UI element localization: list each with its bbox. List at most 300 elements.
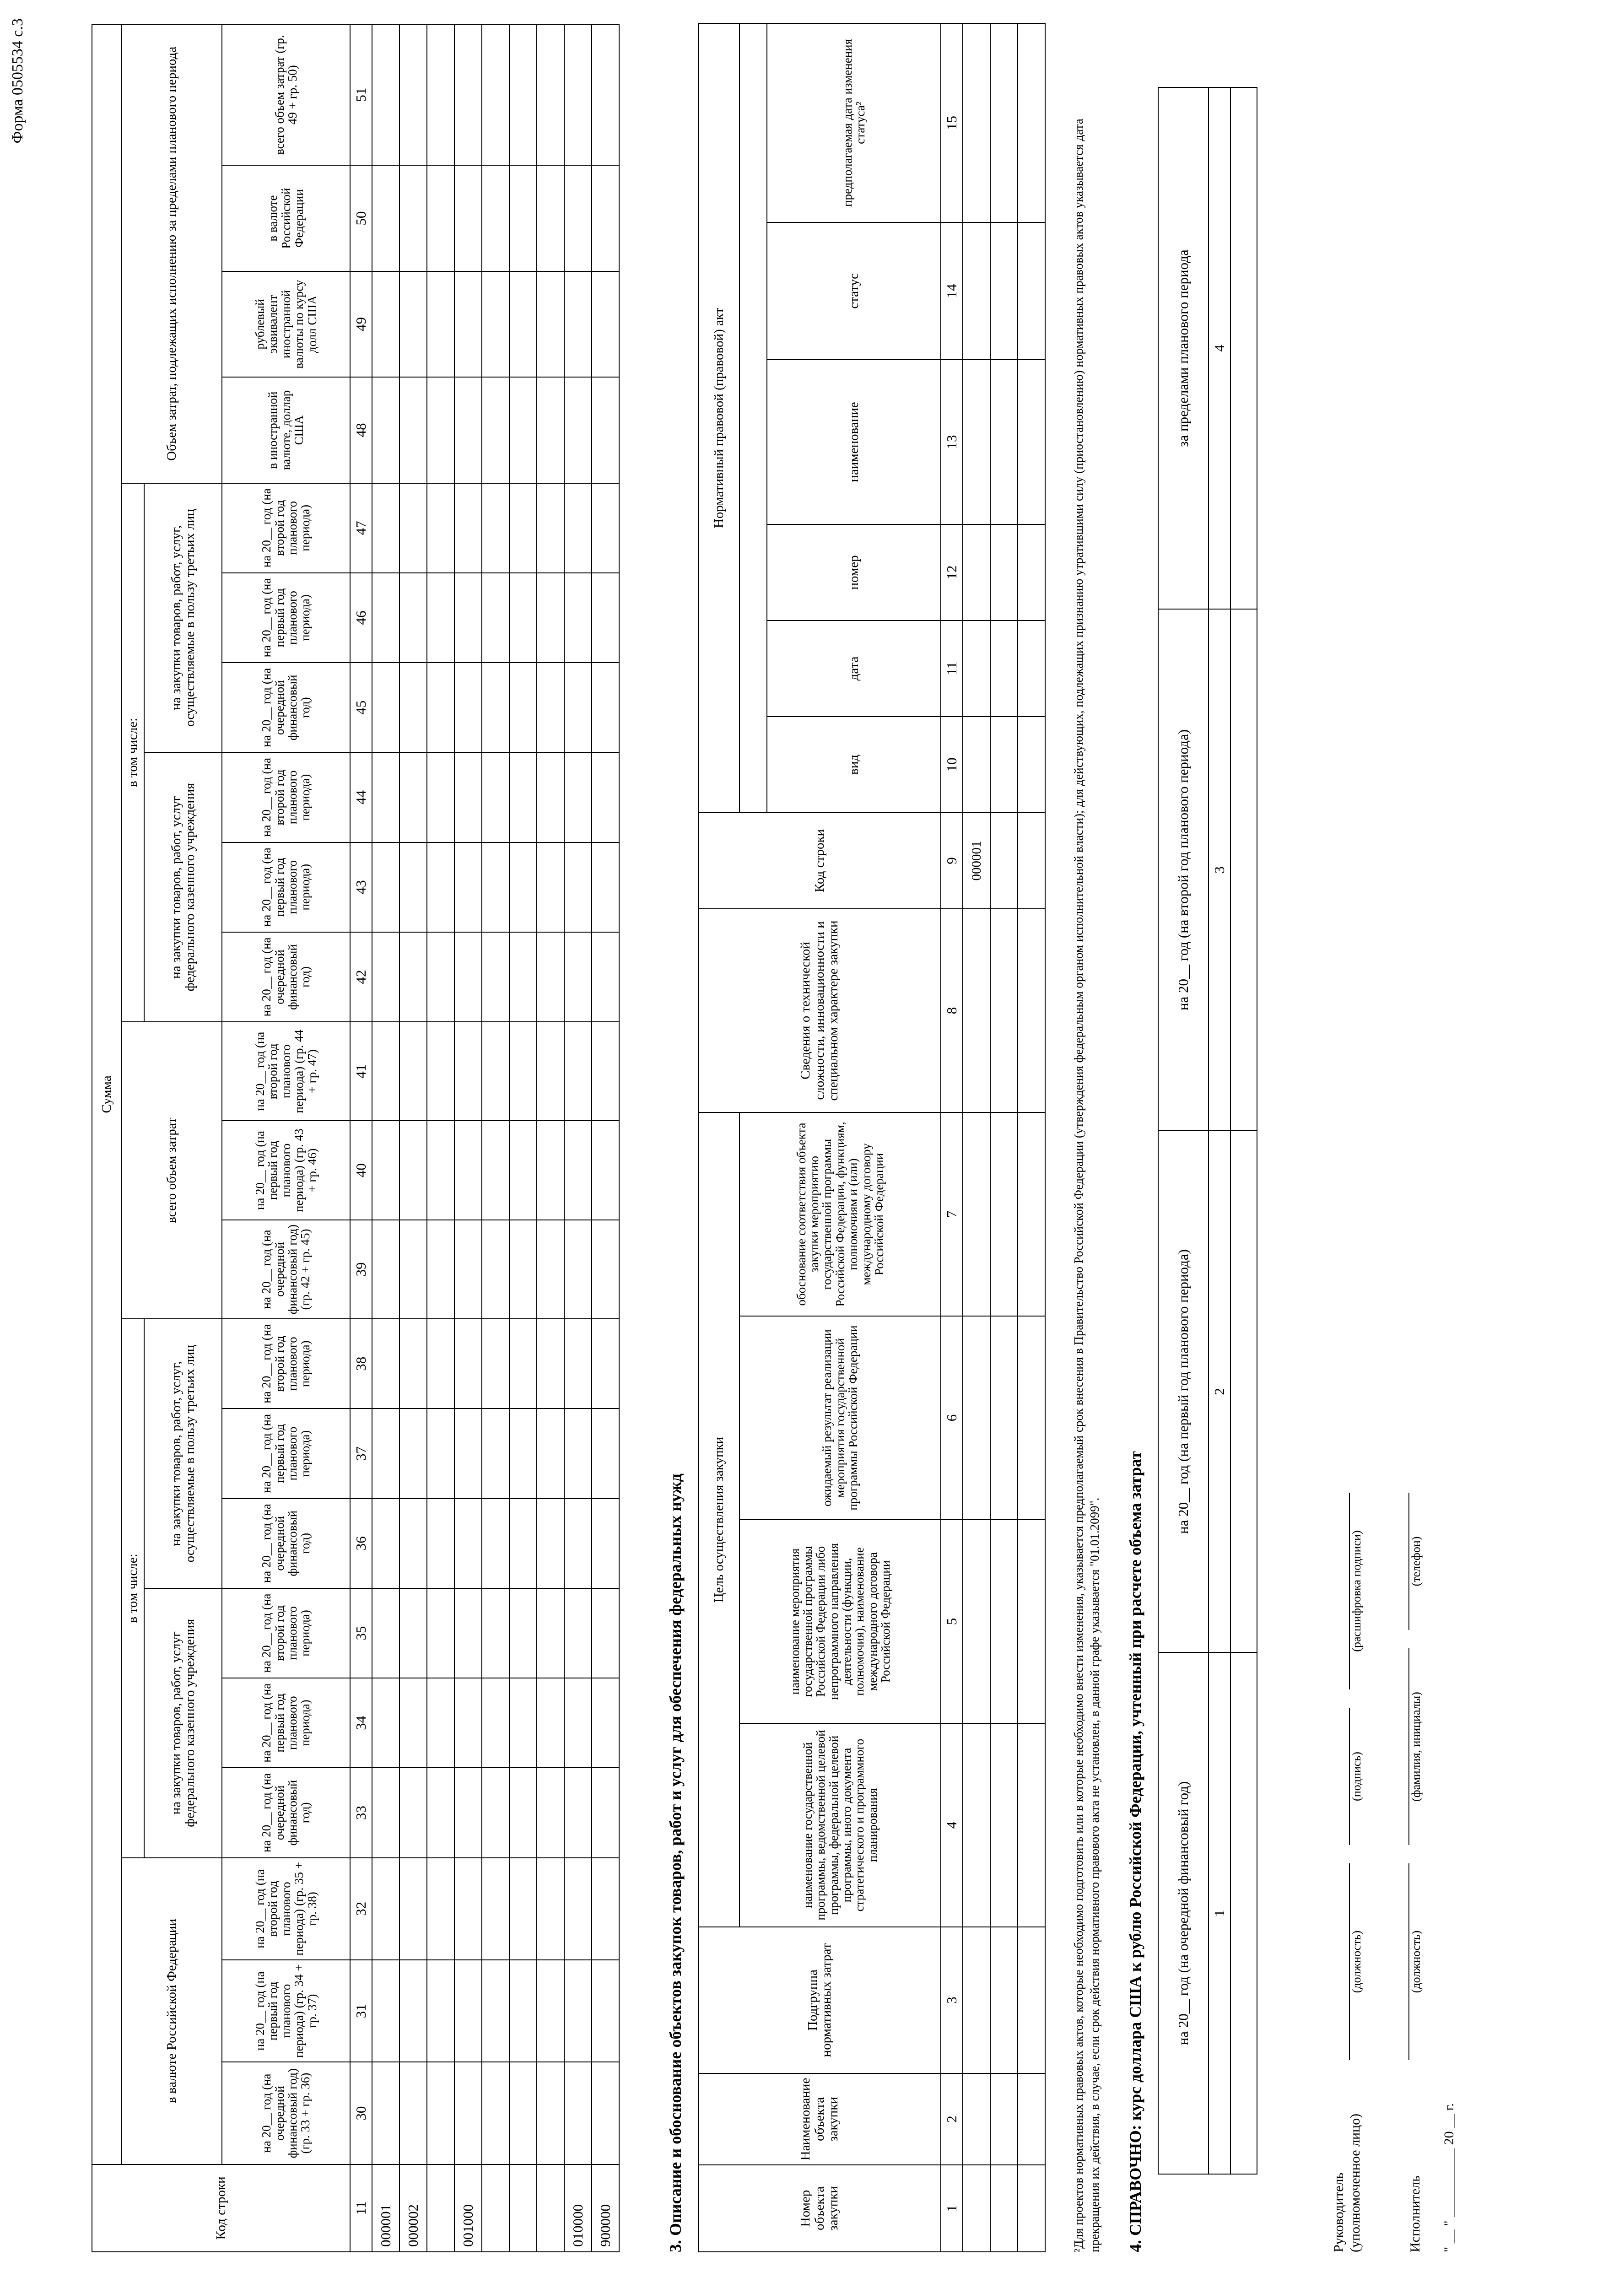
- amount-cell[interactable]: [509, 1858, 537, 1960]
- amount-cell[interactable]: [454, 1858, 482, 1960]
- amount-cell[interactable]: [399, 842, 427, 932]
- amount-cell[interactable]: [427, 1960, 454, 2062]
- amount-cell[interactable]: [509, 1220, 537, 1319]
- amount-cell[interactable]: [372, 1220, 399, 1319]
- col35-header: на 20__ год (на второй год планового периода): [222, 1588, 350, 1678]
- amount-cell[interactable]: [427, 1499, 454, 1588]
- amount-cell[interactable]: [564, 165, 592, 271]
- costs-col-number: 42: [350, 932, 372, 1022]
- amount-cell[interactable]: [399, 1022, 427, 1121]
- rate-y0-cell[interactable]: [1230, 1652, 1257, 2174]
- amount-cell[interactable]: [372, 24, 399, 165]
- amount-cell[interactable]: [454, 1678, 482, 1768]
- object-cell[interactable]: [990, 1927, 1018, 2073]
- amount-cell[interactable]: [427, 1319, 454, 1408]
- amount-cell[interactable]: [372, 1858, 399, 1960]
- amount-cell[interactable]: [454, 1499, 482, 1588]
- object-cell[interactable]: [990, 360, 1018, 524]
- object-cell[interactable]: [1018, 1112, 1045, 1316]
- costs-col-number: 30: [350, 2062, 372, 2164]
- amount-cell[interactable]: [454, 1022, 482, 1121]
- amount-cell[interactable]: [399, 1678, 427, 1768]
- table-row: [399, 24, 427, 2252]
- amount-cell[interactable]: [592, 2062, 619, 2164]
- amount-cell[interactable]: [592, 1220, 619, 1319]
- amount-cell[interactable]: [482, 1678, 509, 1768]
- amount-cell[interactable]: [427, 1408, 454, 1498]
- table-row: [1230, 87, 1257, 2174]
- amount-cell[interactable]: [509, 24, 537, 165]
- objects-col-number: 14: [941, 222, 963, 360]
- costs-col-number: 39: [350, 1220, 372, 1319]
- object-cell[interactable]: [1018, 1316, 1045, 1520]
- amount-cell[interactable]: [454, 377, 482, 483]
- object-cell[interactable]: [963, 360, 990, 524]
- amount-cell[interactable]: [399, 2062, 427, 2164]
- object-cell[interactable]: [1018, 717, 1045, 813]
- amount-cell[interactable]: [592, 271, 619, 377]
- costs-col-number: 41: [350, 1022, 372, 1121]
- obj-num-header: Номер объекта закупки: [698, 2165, 941, 2252]
- col45-header: на 20__ год (на очередной финансовый год): [222, 663, 350, 752]
- amount-cell[interactable]: [482, 752, 509, 842]
- amount-cell[interactable]: [537, 1220, 564, 1319]
- amount-cell[interactable]: [509, 663, 537, 752]
- amount-cell[interactable]: [427, 752, 454, 842]
- amount-cell[interactable]: [592, 1960, 619, 2062]
- amount-cell[interactable]: [564, 271, 592, 377]
- amount-cell[interactable]: [372, 842, 399, 932]
- costs-col-number: 34: [350, 1678, 372, 1768]
- amount-cell[interactable]: [537, 1768, 564, 1857]
- amount-cell[interactable]: [399, 483, 427, 573]
- amount-cell[interactable]: [537, 1588, 564, 1678]
- rate-beyond-cell[interactable]: [1230, 87, 1257, 609]
- amount-cell[interactable]: [564, 1022, 592, 1121]
- amount-cell[interactable]: [537, 377, 564, 483]
- amount-cell[interactable]: [399, 1499, 427, 1588]
- amount-cell[interactable]: [399, 932, 427, 1022]
- amount-cell[interactable]: [427, 663, 454, 752]
- amount-cell[interactable]: [537, 165, 564, 271]
- object-cell[interactable]: [1018, 360, 1045, 524]
- amount-cell[interactable]: [564, 573, 592, 663]
- object-cell[interactable]: [963, 1316, 990, 1520]
- amount-cell[interactable]: [399, 663, 427, 752]
- amount-cell[interactable]: [372, 1408, 399, 1498]
- amount-cell[interactable]: [537, 24, 564, 165]
- exec-label: Исполнитель: [1408, 2175, 1423, 2252]
- amount-cell[interactable]: [482, 1588, 509, 1678]
- col43-header: на 20__ год (на первый год планового периода): [222, 842, 350, 932]
- status-change-date-header: предполагаемая дата изменения статуса²: [767, 23, 941, 222]
- objects-col-number: 12: [941, 524, 963, 621]
- amount-cell[interactable]: [482, 2062, 509, 2164]
- object-cell[interactable]: [990, 621, 1018, 717]
- object-cell[interactable]: [963, 621, 990, 717]
- amount-cell[interactable]: [509, 1960, 537, 2062]
- col48-header: в иностранной валюте, доллар США: [222, 377, 350, 483]
- amount-cell[interactable]: [509, 483, 537, 573]
- amount-cell[interactable]: [427, 842, 454, 932]
- amount-cell[interactable]: [454, 1768, 482, 1857]
- amount-cell[interactable]: [427, 271, 454, 377]
- amount-cell[interactable]: [564, 1408, 592, 1498]
- amount-cell[interactable]: [537, 1499, 564, 1588]
- amount-cell[interactable]: [537, 271, 564, 377]
- amount-cell[interactable]: [427, 1022, 454, 1121]
- object-cell[interactable]: [963, 1520, 990, 1723]
- rub-header: в валюте Российской Федерации: [121, 1858, 222, 2164]
- amount-cell[interactable]: [427, 573, 454, 663]
- object-cell[interactable]: [990, 2165, 1018, 2252]
- head-signature-field[interactable]: [1331, 1708, 1350, 1845]
- object-cell[interactable]: [990, 717, 1018, 813]
- amount-cell[interactable]: [537, 663, 564, 752]
- amount-cell[interactable]: [372, 271, 399, 377]
- object-cell[interactable]: [990, 1316, 1018, 1520]
- amount-cell[interactable]: [454, 483, 482, 573]
- object-cell[interactable]: [963, 1112, 990, 1316]
- row-code-cell: 000001: [963, 813, 990, 909]
- amount-cell[interactable]: [454, 663, 482, 752]
- amount-cell[interactable]: [427, 1768, 454, 1857]
- amount-cell[interactable]: [564, 377, 592, 483]
- amount-cell[interactable]: [509, 165, 537, 271]
- amount-cell[interactable]: [372, 932, 399, 1022]
- object-cell[interactable]: [990, 524, 1018, 621]
- amount-cell[interactable]: [372, 2062, 399, 2164]
- amount-cell[interactable]: [564, 24, 592, 165]
- amount-cell[interactable]: [482, 842, 509, 932]
- objects-col-number: 9: [941, 813, 963, 909]
- col36-header: на 20__ год (на очередной финансовый год): [222, 1499, 350, 1588]
- amount-cell[interactable]: [509, 932, 537, 1022]
- object-cell[interactable]: [963, 524, 990, 621]
- amount-cell[interactable]: [454, 271, 482, 377]
- amount-cell[interactable]: [564, 1499, 592, 1588]
- object-cell[interactable]: [1018, 1927, 1045, 2073]
- amount-cell[interactable]: [564, 1319, 592, 1408]
- amount-cell[interactable]: [454, 24, 482, 165]
- amount-cell[interactable]: [509, 1022, 537, 1121]
- amount-cell[interactable]: [537, 2062, 564, 2164]
- amount-cell[interactable]: [482, 932, 509, 1022]
- object-cell[interactable]: [990, 23, 1018, 222]
- amount-cell[interactable]: [564, 1588, 592, 1678]
- amount-cell[interactable]: [427, 1220, 454, 1319]
- amount-cell[interactable]: [454, 1121, 482, 1220]
- amount-cell[interactable]: [537, 842, 564, 932]
- costs-col-number: 35: [350, 1588, 372, 1678]
- row-code-cell: [509, 2164, 537, 2252]
- amount-cell[interactable]: [592, 1858, 619, 1960]
- amount-cell[interactable]: [454, 752, 482, 842]
- amount-cell[interactable]: [482, 271, 509, 377]
- exec-phone-field[interactable]: [1390, 1493, 1409, 1630]
- amount-cell[interactable]: [537, 1319, 564, 1408]
- object-cell[interactable]: [990, 1112, 1018, 1316]
- amount-cell[interactable]: [592, 1319, 619, 1408]
- amount-cell[interactable]: [399, 1960, 427, 2062]
- objects-col-number: 4: [941, 1723, 963, 1927]
- amount-cell[interactable]: [537, 1022, 564, 1121]
- amount-cell[interactable]: [399, 1220, 427, 1319]
- amount-cell[interactable]: [399, 1858, 427, 1960]
- amount-cell[interactable]: [482, 377, 509, 483]
- amount-cell[interactable]: [564, 483, 592, 573]
- subgroup-header: Подгруппа нормативных затрат: [698, 1927, 941, 2073]
- object-cell[interactable]: [990, 813, 1018, 909]
- object-cell[interactable]: [1018, 909, 1045, 1112]
- table-row: [990, 23, 1018, 2252]
- amount-cell[interactable]: [454, 842, 482, 932]
- amount-cell[interactable]: [482, 1960, 509, 2062]
- amount-cell[interactable]: [427, 932, 454, 1022]
- table-row: [537, 24, 564, 2252]
- amount-cell[interactable]: [482, 1319, 509, 1408]
- amount-cell[interactable]: [564, 663, 592, 752]
- amount-cell[interactable]: [564, 1768, 592, 1857]
- amount-cell[interactable]: [482, 573, 509, 663]
- amount-cell[interactable]: [537, 1678, 564, 1768]
- amount-cell[interactable]: [482, 1121, 509, 1220]
- amount-cell[interactable]: [592, 483, 619, 573]
- object-cell[interactable]: [1018, 222, 1045, 360]
- object-cell[interactable]: [1018, 524, 1045, 621]
- amount-cell[interactable]: [482, 1022, 509, 1121]
- amount-cell[interactable]: [592, 932, 619, 1022]
- amount-cell[interactable]: [509, 271, 537, 377]
- amount-cell[interactable]: [509, 1408, 537, 1498]
- object-cell[interactable]: [1018, 621, 1045, 717]
- object-cell[interactable]: [963, 717, 990, 813]
- head-decode-field[interactable]: [1331, 1493, 1350, 1689]
- amount-cell[interactable]: [399, 1768, 427, 1857]
- objects-col-number: 3: [941, 1927, 963, 2073]
- rate-y1-cell[interactable]: [1230, 1131, 1257, 1652]
- amount-cell[interactable]: [372, 377, 399, 483]
- rate-y2-cell[interactable]: [1230, 609, 1257, 1131]
- amount-cell[interactable]: [564, 932, 592, 1022]
- amount-cell[interactable]: [564, 1220, 592, 1319]
- table-row: [509, 24, 537, 2252]
- goal-header: Цель осуществления закупки: [698, 1112, 739, 1927]
- amount-cell[interactable]: [592, 573, 619, 663]
- amount-cell[interactable]: [372, 1768, 399, 1857]
- costs-col-number: 46: [350, 573, 372, 663]
- amount-cell[interactable]: [427, 2062, 454, 2164]
- amount-cell[interactable]: [372, 663, 399, 752]
- amount-cell[interactable]: [454, 932, 482, 1022]
- col49-header: рублевый эквивалент иностранной валюты по курсу долл США: [222, 271, 350, 377]
- objects-col-number: 10: [941, 717, 963, 813]
- object-cell[interactable]: [963, 23, 990, 222]
- amount-cell[interactable]: [372, 165, 399, 271]
- object-cell[interactable]: [963, 2073, 990, 2165]
- amount-cell[interactable]: [372, 483, 399, 573]
- exec-position-field[interactable]: [1390, 1863, 1409, 2060]
- amount-cell[interactable]: [592, 1121, 619, 1220]
- amount-cell[interactable]: [482, 663, 509, 752]
- amount-cell[interactable]: [537, 1858, 564, 1960]
- object-cell[interactable]: [990, 2073, 1018, 2165]
- amount-cell[interactable]: [509, 573, 537, 663]
- amount-cell[interactable]: [592, 752, 619, 842]
- amount-cell[interactable]: [564, 752, 592, 842]
- object-cell[interactable]: [1018, 813, 1045, 909]
- col39-header: на 20__ год (на очередной финансовый год) (гр. 42 + гр. 45): [222, 1220, 350, 1319]
- amount-cell[interactable]: [537, 1121, 564, 1220]
- amount-cell[interactable]: [564, 1678, 592, 1768]
- object-cell[interactable]: [1018, 1520, 1045, 1723]
- object-cell[interactable]: [1018, 2165, 1045, 2252]
- amount-cell[interactable]: [537, 483, 564, 573]
- amount-cell[interactable]: [509, 1499, 537, 1588]
- objects-col-number: 5: [941, 1520, 963, 1723]
- amount-cell[interactable]: [482, 24, 509, 165]
- amount-cell[interactable]: [509, 1319, 537, 1408]
- amount-cell[interactable]: [592, 165, 619, 271]
- amount-cell[interactable]: [454, 1220, 482, 1319]
- amount-cell[interactable]: [592, 1022, 619, 1121]
- amount-cell[interactable]: [509, 1588, 537, 1678]
- amount-cell[interactable]: [427, 483, 454, 573]
- amount-cell[interactable]: [427, 24, 454, 165]
- amount-cell[interactable]: [592, 842, 619, 932]
- object-cell[interactable]: [963, 1723, 990, 1927]
- object-cell[interactable]: [963, 909, 990, 1112]
- objects-col-number: 6: [941, 1316, 963, 1520]
- amount-cell[interactable]: [509, 1678, 537, 1768]
- object-cell[interactable]: [1018, 2073, 1045, 2165]
- amount-cell[interactable]: [509, 2062, 537, 2164]
- amount-cell[interactable]: [372, 1960, 399, 2062]
- amount-cell[interactable]: [372, 752, 399, 842]
- amount-cell[interactable]: [454, 1319, 482, 1408]
- object-cell[interactable]: [1018, 23, 1045, 222]
- amount-cell[interactable]: [399, 377, 427, 483]
- beyond-header: Объем затрат, подлежащих исполнению за пределами планового периода: [121, 24, 222, 483]
- amount-cell[interactable]: [592, 1588, 619, 1678]
- amount-cell[interactable]: [454, 573, 482, 663]
- amount-cell[interactable]: [509, 1768, 537, 1857]
- rate-y2-header: на 20__ год (на второй год планового периода): [1158, 609, 1209, 1131]
- form-label: Форма 0505534 с.3: [9, 18, 26, 144]
- amount-cell[interactable]: [509, 1121, 537, 1220]
- amount-cell[interactable]: [372, 1022, 399, 1121]
- amount-cell[interactable]: [372, 1499, 399, 1588]
- amount-cell[interactable]: [454, 1408, 482, 1498]
- object-cell[interactable]: [963, 222, 990, 360]
- amount-cell[interactable]: [427, 165, 454, 271]
- object-cell[interactable]: [990, 909, 1018, 1112]
- row-code-cell: 900000: [592, 2164, 619, 2252]
- amount-cell[interactable]: [592, 1499, 619, 1588]
- amount-cell[interactable]: [537, 1960, 564, 2062]
- amount-cell[interactable]: [564, 1960, 592, 2062]
- amount-cell[interactable]: [399, 1319, 427, 1408]
- amount-cell[interactable]: [564, 2062, 592, 2164]
- amount-cell[interactable]: [482, 165, 509, 271]
- amount-cell[interactable]: [454, 165, 482, 271]
- amount-cell[interactable]: [482, 1768, 509, 1857]
- rate-beyond-header: за пределами планового периода: [1158, 87, 1209, 609]
- amount-cell[interactable]: [372, 573, 399, 663]
- object-cell[interactable]: [990, 1723, 1018, 1927]
- amount-cell[interactable]: [454, 1960, 482, 2062]
- object-cell[interactable]: [963, 1927, 990, 2073]
- amount-cell[interactable]: [427, 1588, 454, 1678]
- col41-header: на 20__ год (на второй год планового периода) (гр. 44 + гр. 47): [222, 1022, 350, 1121]
- amount-cell[interactable]: [399, 165, 427, 271]
- object-cell[interactable]: [1018, 1723, 1045, 1927]
- amount-cell[interactable]: [427, 1678, 454, 1768]
- amount-cell[interactable]: [399, 271, 427, 377]
- amount-cell[interactable]: [482, 1858, 509, 1960]
- amount-cell[interactable]: [537, 752, 564, 842]
- program-name-header: наименование государственной программы, ведомственной целевой программы, федеральной целевой программы, иного документа стратегического и программного планирования: [739, 1723, 941, 1927]
- amount-cell[interactable]: [592, 1678, 619, 1768]
- amount-cell[interactable]: [482, 1408, 509, 1498]
- amount-cell[interactable]: [399, 1121, 427, 1220]
- amount-cell[interactable]: [454, 2062, 482, 2164]
- amount-cell[interactable]: [509, 377, 537, 483]
- amount-cell[interactable]: [564, 1121, 592, 1220]
- amount-cell[interactable]: [592, 1768, 619, 1857]
- exchange-rate-table: [1158, 87, 1257, 2175]
- amount-cell[interactable]: [509, 842, 537, 932]
- column-number-row: [350, 24, 372, 2252]
- amount-cell[interactable]: [399, 1588, 427, 1678]
- amount-cell[interactable]: [482, 483, 509, 573]
- amount-cell[interactable]: [482, 1499, 509, 1588]
- amount-cell[interactable]: [399, 573, 427, 663]
- amount-cell[interactable]: [537, 1408, 564, 1498]
- amount-cell[interactable]: [399, 24, 427, 165]
- object-cell[interactable]: [990, 222, 1018, 360]
- object-cell[interactable]: [990, 1520, 1018, 1723]
- head-position-field[interactable]: [1331, 1863, 1350, 2060]
- table-row: [372, 24, 399, 2252]
- exec-name-field[interactable]: [1390, 1648, 1409, 1845]
- amount-cell[interactable]: [399, 752, 427, 842]
- amount-cell[interactable]: [372, 1588, 399, 1678]
- amount-cell[interactable]: [564, 842, 592, 932]
- amount-cell[interactable]: [372, 1678, 399, 1768]
- amount-cell[interactable]: [537, 932, 564, 1022]
- amount-cell[interactable]: [537, 573, 564, 663]
- amount-cell[interactable]: [372, 1121, 399, 1220]
- amount-cell[interactable]: [482, 1220, 509, 1319]
- amount-cell[interactable]: [454, 1588, 482, 1678]
- amount-cell[interactable]: [592, 663, 619, 752]
- amount-cell[interactable]: [592, 377, 619, 483]
- amount-cell[interactable]: [427, 1858, 454, 1960]
- amount-cell[interactable]: [564, 1858, 592, 1960]
- amount-cell[interactable]: [372, 1319, 399, 1408]
- amount-cell[interactable]: [399, 1408, 427, 1498]
- objects-col-number: 11: [941, 621, 963, 717]
- amount-cell[interactable]: [592, 24, 619, 165]
- amount-cell[interactable]: [427, 377, 454, 483]
- object-cell[interactable]: [963, 2165, 990, 2252]
- amount-cell[interactable]: [592, 1408, 619, 1498]
- rate-col-number: 4: [1209, 87, 1230, 609]
- section3-title: 3. Описание и обоснование объектов закупок товаров, работ и услуг для обеспечения федеральных нужд: [666, 1473, 685, 2252]
- amount-cell[interactable]: [509, 752, 537, 842]
- amount-cell[interactable]: [427, 1121, 454, 1220]
